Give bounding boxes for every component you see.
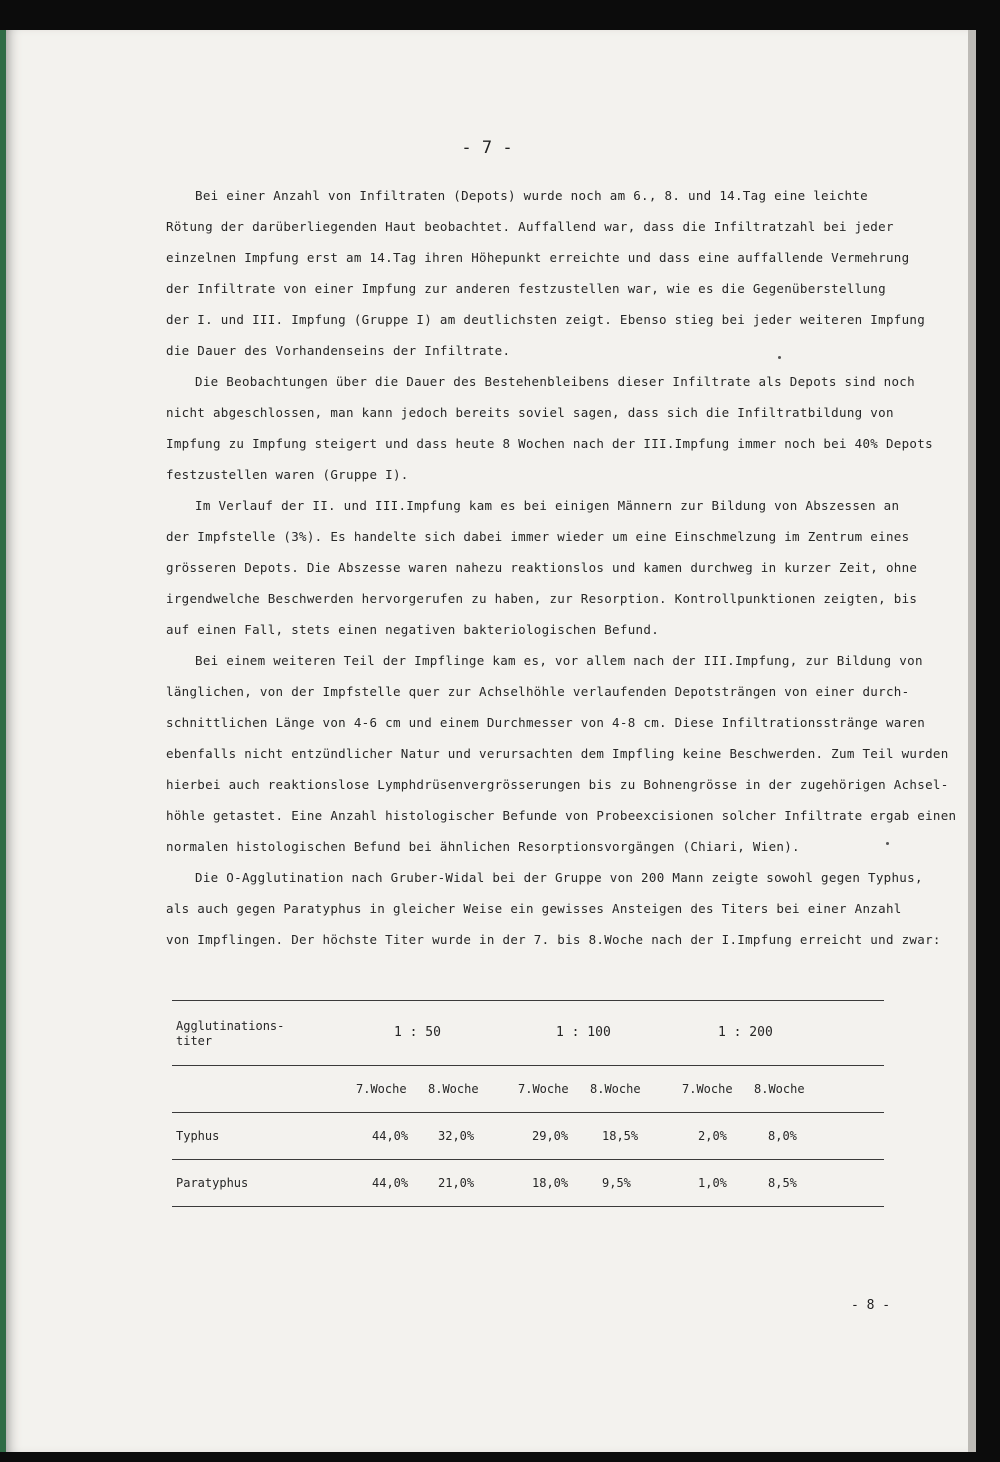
week-label: 8.Woche (590, 1082, 641, 1096)
week-label: 8.Woche (754, 1082, 805, 1096)
text-line: Bei einer Anzahl von Infiltraten (Depots) wurde noch am 6., 8. und 14.Tag eine leichte (195, 188, 869, 203)
table-cell: 18,0% (532, 1176, 569, 1190)
text-line: Impfung zu Impfung steigert und dass heute 8 Wochen nach der III.Impfung immer noch bei 40% Depots (166, 436, 933, 451)
table-cell: 44,0% (372, 1176, 409, 1190)
row-label: Paratyphus (176, 1176, 249, 1190)
table-cell: 1,0% (698, 1176, 727, 1190)
table-row-typhus (172, 1113, 884, 1159)
ink-speck (886, 842, 889, 845)
paragraph-2 (166, 366, 933, 490)
paragraph-5 (166, 862, 941, 955)
text-line: Die O-Agglutination nach Gruber-Widal bei der Gruppe von 200 Mann zeigte sowohl gegen Typhus, (195, 870, 923, 885)
table-header-titer-row (172, 1001, 884, 1065)
table-title-label: Agglutinations- titer (176, 1019, 285, 1048)
week-label: 7.Woche (682, 1082, 733, 1096)
paragraph-4 (166, 645, 957, 862)
table-rule (172, 1206, 884, 1207)
text-line: länglichen, von der Impfstelle quer zur Achselhöhle verlaufenden Depotsträngen von einer durch- (166, 684, 910, 699)
next-page-number: - 8 - (851, 1298, 891, 1313)
table-cell: 9,5% (602, 1176, 631, 1190)
text-line: höhle getastet. Eine Anzahl histologischer Befunde von Probeexcisionen solcher Infiltrate ergab einen (166, 808, 957, 823)
paragraph-1 (166, 180, 926, 366)
text-line: schnittlichen Länge von 4-6 cm und einem Durchmesser von 4-8 cm. Diese Infiltrationsstränge waren (166, 715, 926, 730)
table-cell: 44,0% (372, 1129, 409, 1143)
text-line: der I. und III. Impfung (Gruppe I) am deutlichsten zeigt. Ebenso stieg bei jeder weiteren Impfung (166, 312, 926, 327)
table-cell: 2,0% (698, 1129, 727, 1143)
page-edge (968, 30, 976, 1452)
ink-speck (778, 356, 781, 359)
text-line: Bei einem weiteren Teil der Impflinge kam es, vor allem nach der III.Impfung, zur Bildung von (195, 653, 923, 668)
text-line: irgendwelche Beschwerden hervorgerufen zu haben, zur Resorption. Kontrollpunktionen zeigten, bis (166, 591, 918, 606)
week-label: 7.Woche (356, 1082, 407, 1096)
table-cell: 21,0% (438, 1176, 475, 1190)
text-line: hierbei auch reaktionslose Lymphdrüsenvergrösserungen bis zu Bohnengrösse in der zugehörigen Achsel- (166, 777, 949, 792)
table-cell: 8,0% (768, 1129, 797, 1143)
text-line: Rötung der darüberliegenden Haut beobachtet. Auffallend war, dass die Infiltratzahl bei jeder (166, 219, 894, 234)
text-line: ebenfalls nicht entzündlicher Natur und verursachten dem Impfling keine Beschwerden. Zum Teil wurden (166, 746, 949, 761)
titer-1-50: 1 : 50 (394, 1025, 441, 1040)
text-line: Die Beobachtungen über die Dauer des Bestehenbleibens dieser Infiltrate als Depots sind noch (195, 374, 915, 389)
text-line: einzelnen Impfung erst am 14.Tag ihren Höhepunkt erreichte und dass eine auffallende Vermehrung (166, 250, 910, 265)
text-line: nicht abgeschlossen, man kann jedoch bereits soviel sagen, dass sich die Infiltratbildung von (166, 405, 894, 420)
paragraph-3 (166, 490, 918, 645)
row-label: Typhus (176, 1129, 220, 1143)
week-label: 7.Woche (518, 1082, 569, 1096)
text-line: grösseren Depots. Die Abszesse waren nahezu reaktionslos und kamen durchweg in kurzer Zeit, ohne (166, 560, 918, 575)
table-cell: 8,5% (768, 1176, 797, 1190)
text-line: festzustellen waren (Gruppe I). (166, 467, 409, 482)
text-line: Im Verlauf der II. und III.Impfung kam es bei einigen Männern zur Bildung von Abszessen an (195, 498, 900, 513)
text-line: normalen histologischen Befund bei ähnlichen Resorptionsvorgängen (Chiari, Wien). (166, 839, 800, 854)
table-header-week-row (172, 1066, 884, 1112)
table-cell: 29,0% (532, 1129, 569, 1143)
page-number: - 7 - (461, 138, 513, 158)
text-line: die Dauer des Vorhandenseins der Infiltrate. (166, 343, 511, 358)
body-text (166, 180, 957, 955)
table-cell: 32,0% (438, 1129, 475, 1143)
table-row-paratyphus (172, 1160, 884, 1206)
text-line: auf einen Fall, stets einen negativen bakteriologischen Befund. (166, 622, 660, 637)
titer-1-200: 1 : 200 (718, 1025, 773, 1040)
week-label: 8.Woche (428, 1082, 479, 1096)
text-line: der Infiltrate von einer Impfung zur anderen festzustellen war, wie es die Gegenüberstellung (166, 281, 886, 296)
text-line: der Impfstelle (3%). Es handelte sich dabei immer wieder um eine Einschmelzung im Zentrum eines (166, 529, 910, 544)
text-line: als auch gegen Paratyphus in gleicher Weise ein gewisses Ansteigen des Titers bei einer Anzahl (166, 901, 902, 916)
agglutination-table (172, 1000, 884, 1207)
document-page (6, 30, 968, 1452)
titer-1-100: 1 : 100 (556, 1025, 611, 1040)
table-cell: 18,5% (602, 1129, 639, 1143)
text-line: von Impflingen. Der höchste Titer wurde in der 7. bis 8.Woche nach der I.Impfung erreicht und zwar: (166, 932, 941, 947)
